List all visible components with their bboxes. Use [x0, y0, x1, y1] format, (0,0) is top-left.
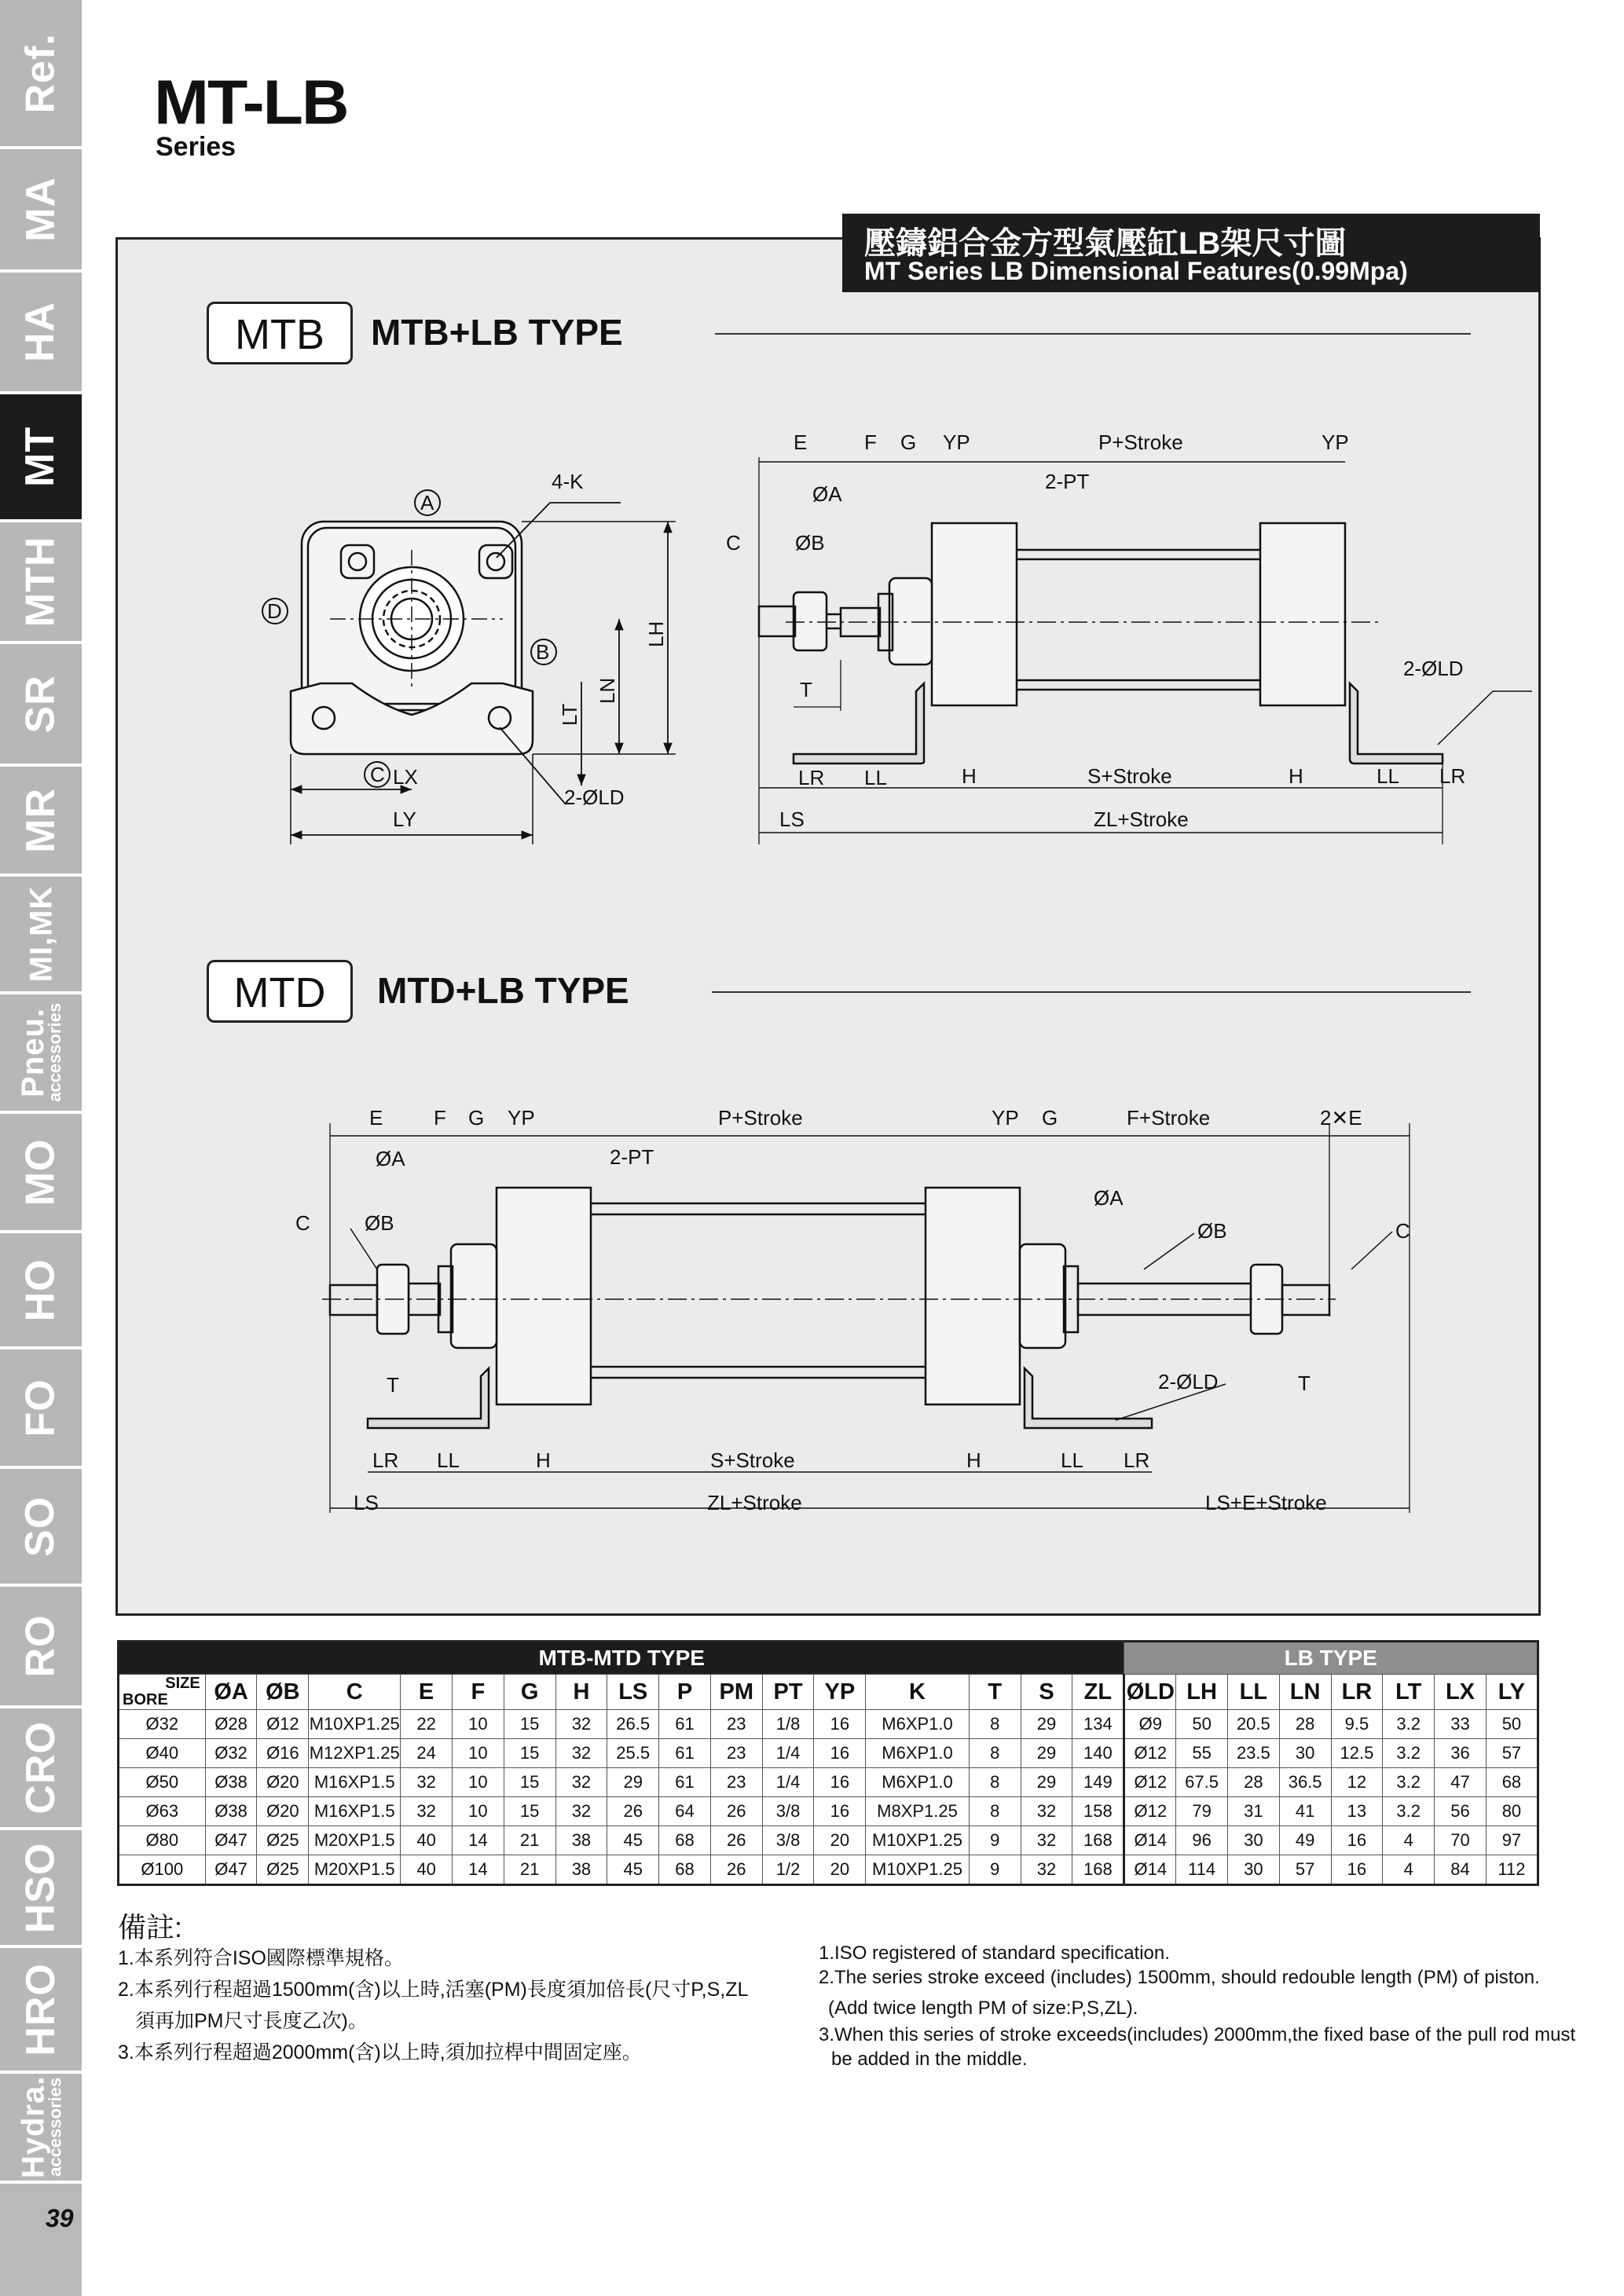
table-cell: M6XP1.0 [866, 1768, 970, 1797]
mtd-side-f: F [434, 1106, 446, 1130]
table-cell: 30 [1279, 1739, 1331, 1768]
table-column-header: P [659, 1675, 711, 1710]
mtd-side-2old: 2-ØLD [1158, 1370, 1219, 1393]
table-column-header: S [1021, 1675, 1072, 1710]
mtb-front-c: C [370, 763, 385, 786]
mtb-side-ob: ØB [795, 531, 825, 555]
table-column-header: T [969, 1675, 1021, 1710]
table-cell: 15 [504, 1710, 555, 1739]
table-cell: 149 [1072, 1768, 1124, 1797]
table-cell: 57 [1486, 1739, 1538, 1768]
table-cell: 32 [555, 1710, 607, 1739]
mtb-side-g: G [900, 430, 917, 454]
dimensions-header-en: MT Series LB Dimensional Features(0.99Mpa) [864, 257, 1408, 285]
table-cell: 68 [659, 1855, 711, 1885]
mtb-side-e: E [794, 430, 808, 454]
table-column-header: F [452, 1675, 504, 1710]
table-cell: 9.5 [1331, 1710, 1383, 1739]
mtd-side-lsestroke: LS+E+Stroke [1205, 1491, 1327, 1514]
mtb-front-4k: 4-K [552, 470, 584, 493]
table-cell: 26 [710, 1797, 762, 1826]
mtd-side-lr1: LR [372, 1448, 399, 1472]
table-cell: 61 [659, 1768, 711, 1797]
mtb-front-d: D [267, 599, 282, 623]
table-cell: 12 [1331, 1768, 1383, 1797]
table-cell: M8XP1.25 [866, 1797, 970, 1826]
table-column-header: LR [1331, 1675, 1383, 1710]
table-cell: Ø9 [1124, 1710, 1176, 1739]
table-cell: M20XP1.5 [309, 1855, 401, 1885]
mtd-side-lr2: LR [1124, 1448, 1150, 1472]
table-corner-header [119, 1675, 206, 1710]
table-cell: 20 [814, 1855, 866, 1885]
mtb-side-ll2: LL [1377, 764, 1399, 788]
table-row [119, 1855, 1538, 1885]
table-cell: Ø50 [119, 1768, 206, 1797]
sidebar-tab-label: FO [17, 1378, 64, 1437]
table-cell: 1/4 [762, 1739, 814, 1768]
mtd-side-t2: T [1298, 1371, 1311, 1395]
mtd-side-g: G [468, 1106, 485, 1130]
table-cell: 30 [1227, 1826, 1279, 1855]
mtd-side-ls: LS [354, 1491, 379, 1514]
table-cell: 38 [555, 1855, 607, 1885]
mtd-side-yp1: YP [508, 1106, 535, 1130]
mtb-front-a: A [420, 491, 434, 514]
table-column-header: ØB [257, 1675, 309, 1710]
sidebar-tab-label: HRO [17, 1962, 64, 2056]
sidebar-tab-label: HSO [17, 1842, 64, 1933]
table-column-header: LH [1176, 1675, 1228, 1710]
mtb-side-ll1: LL [864, 766, 887, 789]
table-row [119, 1826, 1538, 1855]
mtb-side-oa: ØA [812, 482, 842, 506]
mtd-side-ll1: LL [437, 1448, 460, 1472]
note-en-4: 3.When this series of stroke exceeds(includes) 2000mm,the fixed base of the pull rod must [819, 2024, 1576, 2045]
table-cell: Ø14 [1124, 1826, 1176, 1855]
table-cell: 12.5 [1331, 1739, 1383, 1768]
table-cell: Ø47 [205, 1855, 257, 1885]
table-cell: Ø20 [257, 1768, 309, 1797]
table-cell: Ø100 [119, 1855, 206, 1885]
table-cell: 16 [1331, 1855, 1383, 1885]
mtb-side-2old: 2-ØLD [1403, 657, 1464, 680]
table-cell: 45 [607, 1855, 659, 1885]
table-cell: 32 [1021, 1855, 1072, 1885]
table-cell: 8 [969, 1797, 1021, 1826]
table-cell: 67.5 [1176, 1768, 1228, 1797]
table-cell: 29 [607, 1768, 659, 1797]
corner-size-label: SIZE [165, 1675, 200, 1692]
table-cell: 16 [814, 1710, 866, 1739]
table-cell: 10 [452, 1739, 504, 1768]
table-cell: 8 [969, 1768, 1021, 1797]
page-title: MT-LB [154, 67, 348, 137]
table-cell: 3/8 [762, 1826, 814, 1855]
sidebar-tab-label: MI,MK [24, 885, 59, 983]
mtd-side-ob1: ØB [365, 1211, 394, 1235]
table-column-header: PT [762, 1675, 814, 1710]
table-column-header: K [866, 1675, 970, 1710]
table-cell: 28 [1227, 1768, 1279, 1797]
table-cell: 26 [710, 1826, 762, 1855]
table-cell: 23.5 [1227, 1739, 1279, 1768]
table-cell: Ø12 [257, 1710, 309, 1739]
table-cell: 114 [1176, 1855, 1228, 1885]
table-cell: 8 [969, 1710, 1021, 1739]
page-subtitle: Series [156, 132, 236, 162]
table-column-header: LN [1279, 1675, 1331, 1710]
table-group-main: MTB-MTD TYPE [119, 1642, 1124, 1675]
table-cell: Ø40 [119, 1739, 206, 1768]
note-zh-1: 1.本系列符合ISO國際標準規格。 [118, 1947, 404, 1969]
table-cell: M6XP1.0 [866, 1739, 970, 1768]
table-cell: 3.2 [1383, 1739, 1435, 1768]
sidebar-tab-label: Ref. [17, 32, 64, 114]
sidebar-tab-sublabel: accessories [45, 1002, 65, 1102]
table-column-header: LT [1383, 1675, 1435, 1710]
table-cell: 31 [1227, 1797, 1279, 1826]
table-column-header: C [309, 1675, 401, 1710]
mtb-side-ls: LS [779, 807, 805, 831]
table-cell: 3/8 [762, 1797, 814, 1826]
table-cell: 23 [710, 1768, 762, 1797]
table-cell: Ø63 [119, 1797, 206, 1826]
table-cell: 21 [504, 1826, 555, 1855]
table-cell: Ø47 [205, 1826, 257, 1855]
mtd-side-c1: C [295, 1211, 310, 1235]
table-row [119, 1739, 1538, 1768]
mtd-side-e: E [369, 1106, 383, 1130]
table-cell: Ø14 [1124, 1855, 1176, 1885]
table-cell: 29 [1021, 1710, 1072, 1739]
mtd-side-h1: H [536, 1448, 551, 1472]
sidebar-tab-label: HA [17, 301, 64, 363]
table-cell: 4 [1383, 1826, 1435, 1855]
mtb-side-sstroke: S+Stroke [1087, 764, 1172, 788]
table-cell: Ø32 [205, 1739, 257, 1768]
table-cell: 26 [710, 1855, 762, 1885]
mtd-type-label: MTD+LB TYPE [377, 970, 629, 1011]
table-cell: 79 [1176, 1797, 1228, 1826]
sidebar-tab-label: HO [17, 1258, 64, 1321]
table-cell: Ø80 [119, 1826, 206, 1855]
table-cell: 16 [814, 1768, 866, 1797]
mtd-side-yp2: YP [992, 1106, 1019, 1130]
table-cell: 80 [1486, 1797, 1538, 1826]
table-column-header: H [555, 1675, 607, 1710]
table-column-header: PM [710, 1675, 762, 1710]
table-cell: 168 [1072, 1855, 1124, 1885]
table-cell: 49 [1279, 1826, 1331, 1855]
table-cell: M10XP1.25 [866, 1855, 970, 1885]
table-column-header: LY [1486, 1675, 1538, 1710]
table-cell: 30 [1227, 1855, 1279, 1885]
mtb-front-2old: 2-ØLD [564, 785, 625, 809]
table-cell: 15 [504, 1739, 555, 1768]
dimension-table [117, 1640, 1539, 1886]
mtb-side-lr1: LR [798, 766, 825, 789]
table-cell: 1/8 [762, 1710, 814, 1739]
table-cell: 3.2 [1383, 1710, 1435, 1739]
page-number: 39 [46, 2204, 74, 2232]
table-column-header: LS [607, 1675, 659, 1710]
table-cell: 10 [452, 1797, 504, 1826]
table-group-lb: LB TYPE [1124, 1642, 1538, 1675]
table-cell: 15 [504, 1797, 555, 1826]
table-cell: 158 [1072, 1797, 1124, 1826]
table-cell: 40 [401, 1826, 453, 1855]
mtd-side-view [322, 1123, 1410, 1513]
table-cell: M10XP1.25 [866, 1826, 970, 1855]
table-cell: 3.2 [1383, 1797, 1435, 1826]
table-cell: 29 [1021, 1768, 1072, 1797]
table-cell: 20 [814, 1826, 866, 1855]
table-cell: 33 [1435, 1710, 1487, 1739]
table-cell: Ø32 [119, 1710, 206, 1739]
table-cell: M20XP1.5 [309, 1826, 401, 1855]
table-cell: 168 [1072, 1826, 1124, 1855]
mtd-side-g2: G [1042, 1106, 1058, 1130]
note-zh-2: 2.本系列行程超過1500mm(含)以上時,活塞(PM)長度須加倍長(尺寸P,S,ZL [118, 1979, 749, 2001]
mtd-side-pstroke: P+Stroke [718, 1106, 803, 1130]
table-cell: 4 [1383, 1855, 1435, 1885]
mtd-side-t1: T [387, 1373, 399, 1397]
table-cell: 140 [1072, 1739, 1124, 1768]
mtd-code-box: MTD [207, 960, 353, 1023]
table-column-header: ØLD [1124, 1675, 1176, 1710]
table-cell: Ø38 [205, 1797, 257, 1826]
table-row [119, 1797, 1538, 1826]
table-cell: 55 [1176, 1739, 1228, 1768]
note-zh-4: 3.本系列行程超過2000mm(含)以上時,須加拉桿中間固定座。 [118, 2041, 642, 2063]
table-cell: 9 [969, 1826, 1021, 1855]
mtb-side-yp1: YP [943, 430, 970, 454]
table-cell: 3.2 [1383, 1768, 1435, 1797]
sidebar-tab-label: RO [17, 1614, 64, 1678]
table-cell: 23 [710, 1710, 762, 1739]
table-cell: 21 [504, 1855, 555, 1885]
table-cell: Ø12 [1124, 1768, 1176, 1797]
table-cell: 14 [452, 1826, 504, 1855]
table-cell: 22 [401, 1710, 453, 1739]
table-cell: 40 [401, 1855, 453, 1885]
mtd-side-c2: C [1395, 1219, 1410, 1243]
sidebar-tab-label: Pneu. [16, 1008, 51, 1097]
table-cell: 1/2 [762, 1855, 814, 1885]
mtb-side-f: F [864, 430, 877, 454]
mtd-side-zlstroke: ZL+Stroke [707, 1491, 802, 1514]
sidebar-tab-label: SO [17, 1496, 64, 1557]
mtb-front-lx: LX [393, 765, 418, 789]
table-cell: 32 [1021, 1797, 1072, 1826]
table-cell: 15 [504, 1768, 555, 1797]
table-cell: 47 [1435, 1768, 1487, 1797]
mtd-side-2e: 2✕E [1320, 1106, 1362, 1130]
mtb-side-h2: H [1289, 764, 1303, 788]
table-cell: 23 [710, 1739, 762, 1768]
table-cell: 50 [1176, 1710, 1228, 1739]
table-cell: 97 [1486, 1826, 1538, 1855]
table-cell: 16 [814, 1797, 866, 1826]
mtb-front-lt: LT [558, 703, 581, 726]
table-cell: 26.5 [607, 1710, 659, 1739]
table-cell: 25.5 [607, 1739, 659, 1768]
sidebar-tab-label: MT [17, 426, 64, 488]
mtd-side-sstroke: S+Stroke [710, 1448, 795, 1472]
mtb-side-pstroke: P+Stroke [1098, 430, 1183, 454]
table-cell: 28 [1279, 1710, 1331, 1739]
table-cell: 41 [1279, 1797, 1331, 1826]
table-cell: M16XP1.5 [309, 1768, 401, 1797]
sidebar-tab-label: MA [17, 177, 64, 242]
table-cell: 70 [1435, 1826, 1487, 1855]
sidebar-tab-sublabel: accessories [45, 2077, 65, 2177]
note-zh-3: 須再加PM尺寸長度乙次)。 [135, 2010, 368, 2032]
table-cell: M10XP1.25 [309, 1710, 401, 1739]
table-cell: Ø38 [205, 1768, 257, 1797]
table-cell: 36.5 [1279, 1768, 1331, 1797]
corner-bore-label: BORE [123, 1691, 168, 1708]
table-cell: 57 [1279, 1855, 1331, 1885]
mtb-front-lh: LH [644, 621, 668, 647]
table-cell: Ø28 [205, 1710, 257, 1739]
sidebar-tab-label: Hydra. [16, 2075, 51, 2179]
table-column-header: ØA [205, 1675, 257, 1710]
table-cell: M12XP1.25 [309, 1739, 401, 1768]
table-header-row [119, 1675, 1538, 1710]
table-group-row [119, 1642, 1538, 1675]
table-cell: 16 [1331, 1826, 1383, 1855]
table-cell: 20.5 [1227, 1710, 1279, 1739]
table-cell: 84 [1435, 1855, 1487, 1885]
table-cell: 32 [401, 1797, 453, 1826]
mtb-side-t: T [800, 678, 812, 701]
mtd-side-oa2: ØA [1094, 1186, 1124, 1210]
table-cell: 38 [555, 1826, 607, 1855]
mtb-code-box: MTB [207, 302, 353, 364]
table-cell: Ø12 [1124, 1739, 1176, 1768]
mtb-front-ly: LY [393, 807, 416, 831]
sidebar-tab-label: MO [17, 1138, 64, 1206]
notes-title: 備註: [118, 1911, 183, 1943]
dimensions-header-zh: 壓鑄鋁合金方型氣壓缸LB架尺寸圖 [864, 226, 1347, 261]
table-cell: 32 [555, 1739, 607, 1768]
sidebar-tab-label: MR [17, 787, 64, 853]
table-cell: 32 [555, 1797, 607, 1826]
table-cell: 24 [401, 1739, 453, 1768]
table-cell: 61 [659, 1710, 711, 1739]
note-en-3: (Add twice length PM of size:P,S,ZL). [828, 1998, 1138, 2019]
table-cell: M6XP1.0 [866, 1710, 970, 1739]
mtd-side-oa1: ØA [376, 1147, 405, 1170]
table-cell: 96 [1176, 1826, 1228, 1855]
table-cell: 32 [401, 1768, 453, 1797]
mtd-side-ll2: LL [1061, 1448, 1083, 1472]
table-cell: 68 [659, 1826, 711, 1855]
mtb-side-2pt: 2-PT [1045, 470, 1090, 493]
table-cell: Ø20 [257, 1797, 309, 1826]
sidebar-tab-label: SR [17, 674, 64, 734]
mtb-side-c: C [726, 531, 741, 555]
table-cell: 26 [607, 1797, 659, 1826]
sidebar-tab-label: MTH [17, 536, 64, 628]
table-column-header: E [401, 1675, 453, 1710]
table-cell: 9 [969, 1855, 1021, 1885]
table-cell: Ø12 [1124, 1797, 1176, 1826]
mtb-side-yp2: YP [1322, 430, 1349, 454]
table-cell: 16 [814, 1739, 866, 1768]
table-cell: 29 [1021, 1739, 1072, 1768]
sidebar-tab-label: CRO [17, 1721, 64, 1814]
table-cell: M16XP1.5 [309, 1797, 401, 1826]
note-en-2: 2.The series stroke exceed (includes) 1500mm, should redouble length (PM) of piston. [819, 1967, 1540, 1988]
mtd-side-fstroke: F+Stroke [1127, 1106, 1211, 1130]
mtb-side-h1: H [962, 764, 977, 788]
table-column-header: G [504, 1675, 555, 1710]
mtd-side-2pt: 2-PT [610, 1145, 654, 1169]
note-en-5: be added in the middle. [831, 2049, 1028, 2070]
table-cell: 50 [1486, 1710, 1538, 1739]
table-column-header: LL [1227, 1675, 1279, 1710]
table-cell: Ø25 [257, 1826, 309, 1855]
mtb-side-zlstroke: ZL+Stroke [1094, 807, 1189, 831]
table-cell: 14 [452, 1855, 504, 1885]
table-row [119, 1710, 1538, 1739]
mtb-front-ln: LN [596, 677, 619, 704]
table-cell: 61 [659, 1739, 711, 1768]
table-cell: 36 [1435, 1739, 1487, 1768]
table-cell: 10 [452, 1768, 504, 1797]
table-cell: 45 [607, 1826, 659, 1855]
mtb-front-b: B [536, 640, 550, 664]
table-cell: 32 [555, 1768, 607, 1797]
table-cell: 134 [1072, 1710, 1124, 1739]
mtd-side-ob2: ØB [1197, 1219, 1227, 1243]
note-en-1: 1.ISO registered of standard specification. [819, 1943, 1170, 1964]
table-cell: Ø25 [257, 1855, 309, 1885]
table-cell: 1/4 [762, 1768, 814, 1797]
table-cell: 68 [1486, 1768, 1538, 1797]
table-cell: 64 [659, 1797, 711, 1826]
mtb-side-lr2: LR [1439, 764, 1466, 788]
table-cell: 13 [1331, 1797, 1383, 1826]
table-column-header: LX [1435, 1675, 1487, 1710]
mtb-type-label: MTB+LB TYPE [371, 312, 623, 353]
table-cell: 10 [452, 1710, 504, 1739]
table-cell: 32 [1021, 1826, 1072, 1855]
table-cell: 8 [969, 1739, 1021, 1768]
table-column-header: ZL [1072, 1675, 1124, 1710]
table-row [119, 1768, 1538, 1797]
table-cell: Ø16 [257, 1739, 309, 1768]
table-cell: 112 [1486, 1855, 1538, 1885]
table-cell: 56 [1435, 1797, 1487, 1826]
mtd-side-h2: H [966, 1448, 981, 1472]
table-column-header: YP [814, 1675, 866, 1710]
